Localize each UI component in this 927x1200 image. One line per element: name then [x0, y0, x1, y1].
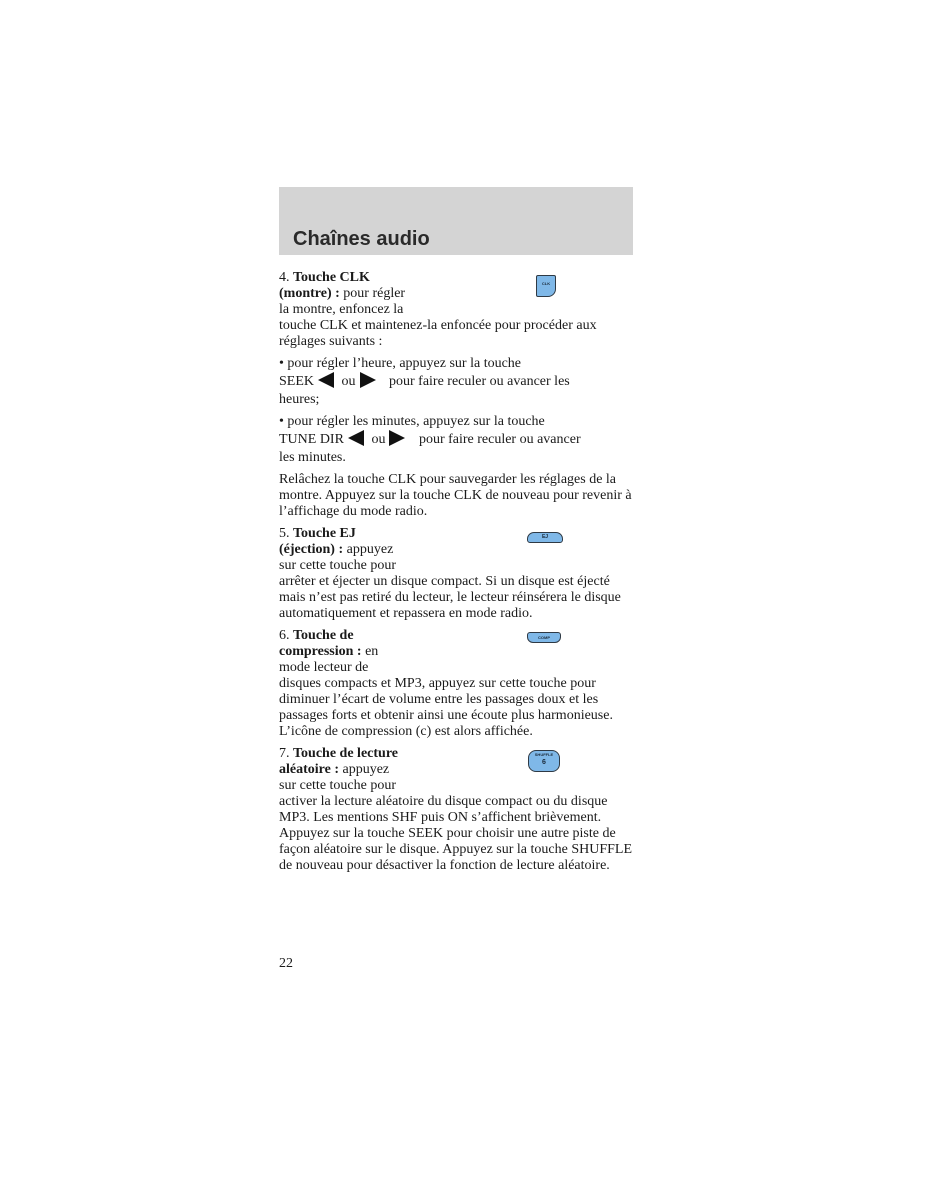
- ou-label: ou: [341, 374, 356, 389]
- bullet-minutes-line3: les minutes.: [279, 450, 346, 465]
- content: [279, 270, 635, 880]
- bullet-hours-line1: • pour régler l’heure, appuyez sur la touche: [279, 356, 522, 371]
- clk-body: touche CLK et maintenez-la enfoncée pour procéder aux réglages suivants :: [279, 318, 597, 349]
- ej-title: Touche EJ: [293, 526, 356, 541]
- comp-section: [279, 628, 635, 740]
- right-arrow-icon: [389, 430, 405, 446]
- comp-body: disques compacts et MP3, appuyez sur cette touche pour diminuer l’écart de volume entre les passages doux et les passages forts et obtenir ainsi une écoute plus harmonieuse. L’icône de compression (c) est alors affichée.: [279, 676, 613, 739]
- section-header: [279, 187, 633, 255]
- bullet-hours-line2: [279, 372, 635, 392]
- clk-bullet-hours: [279, 356, 635, 408]
- clk-title-sub: (montre) :: [279, 286, 340, 301]
- seek-label: SEEK: [279, 374, 314, 389]
- clk-bullet-minutes: [279, 414, 635, 466]
- clk-section: [279, 270, 635, 520]
- ej-lead: appuyez: [346, 542, 394, 557]
- comp-button-label: COMP: [538, 635, 550, 640]
- ej-section: [279, 526, 635, 622]
- bullet-hours-text: pour faire reculer ou avancer les: [389, 374, 570, 389]
- shuffle-intro: [279, 746, 449, 794]
- shuffle-button-number: 6: [542, 759, 546, 766]
- shuffle-title-sub: aléatoire :: [279, 762, 339, 777]
- left-arrow-icon: [348, 430, 364, 446]
- ej-intro: [279, 526, 449, 574]
- comp-number: 6.: [279, 628, 290, 643]
- clk-lead2: la montre, enfoncez la: [279, 302, 404, 317]
- shuffle-section: [279, 746, 635, 874]
- page-title: Chaînes audio: [293, 228, 430, 250]
- page-number: 22: [279, 956, 293, 971]
- clk-intro: [279, 270, 449, 318]
- bullet-hours-line3: heures;: [279, 392, 320, 407]
- comp-title-sub: compression :: [279, 644, 362, 659]
- clk-button-label: CLK: [541, 281, 551, 286]
- right-arrow-icon: [360, 372, 376, 388]
- clk-number: 4.: [279, 270, 290, 285]
- ej-title-sub: (éjection) :: [279, 542, 344, 557]
- ou-label: ou: [371, 432, 386, 447]
- compression-button-icon: [527, 632, 561, 643]
- bullet-minutes-line1: • pour régler les minutes, appuyez sur la touche: [279, 414, 545, 429]
- shuffle-lead2: sur cette touche pour: [279, 778, 397, 793]
- ej-lead2: sur cette touche pour: [279, 558, 397, 573]
- left-arrow-icon: [318, 372, 334, 388]
- ej-body: arrêter et éjecter un disque compact. Si un disque est éjecté mais n’est pas retiré du lecteur, le lecteur réinsérera le disque automatiquement et repassera en mode radio.: [279, 574, 621, 621]
- tune-dir-label: TUNE DIR: [279, 432, 344, 447]
- shuffle-body: activer la lecture aléatoire du disque compact ou du disque MP3. Les mentions SHF puis ON s’affichent brièvement. Appuyez sur la touche SEEK pour choisir une autre piste de façon aléatoire sur le disque. Appuyez sur la touche SHUFFLE de nouveau pour désactiver la fonction de lecture aléatoire.: [279, 794, 633, 873]
- ej-button-label: EJ: [541, 534, 549, 540]
- comp-intro: [279, 628, 449, 676]
- eject-button-icon: [527, 532, 563, 543]
- shuffle-lead: appuyez: [342, 762, 390, 777]
- clk-title: Touche CLK: [293, 270, 370, 285]
- comp-title: Touche de: [293, 628, 354, 643]
- comp-lead2: mode lecteur de: [279, 660, 369, 675]
- shuffle-title: Touche de lecture: [293, 746, 398, 761]
- ej-number: 5.: [279, 526, 290, 541]
- clk-button-icon: [536, 275, 556, 297]
- bullet-minutes-line2: [279, 430, 635, 450]
- shuffle-button-icon: [528, 750, 560, 772]
- shuffle-number: 7.: [279, 746, 290, 761]
- clk-release: Relâchez la touche CLK pour sauvegarder les réglages de la montre. Appuyez sur la touche CLK de nouveau pour revenir à l’affichage du mode radio.: [279, 472, 632, 519]
- bullet-minutes-text: pour faire reculer ou avancer: [418, 432, 581, 447]
- clk-lead: pour régler: [343, 286, 406, 301]
- shuffle-button-label: SHUFFLE: [534, 752, 554, 757]
- comp-lead: en: [365, 644, 379, 659]
